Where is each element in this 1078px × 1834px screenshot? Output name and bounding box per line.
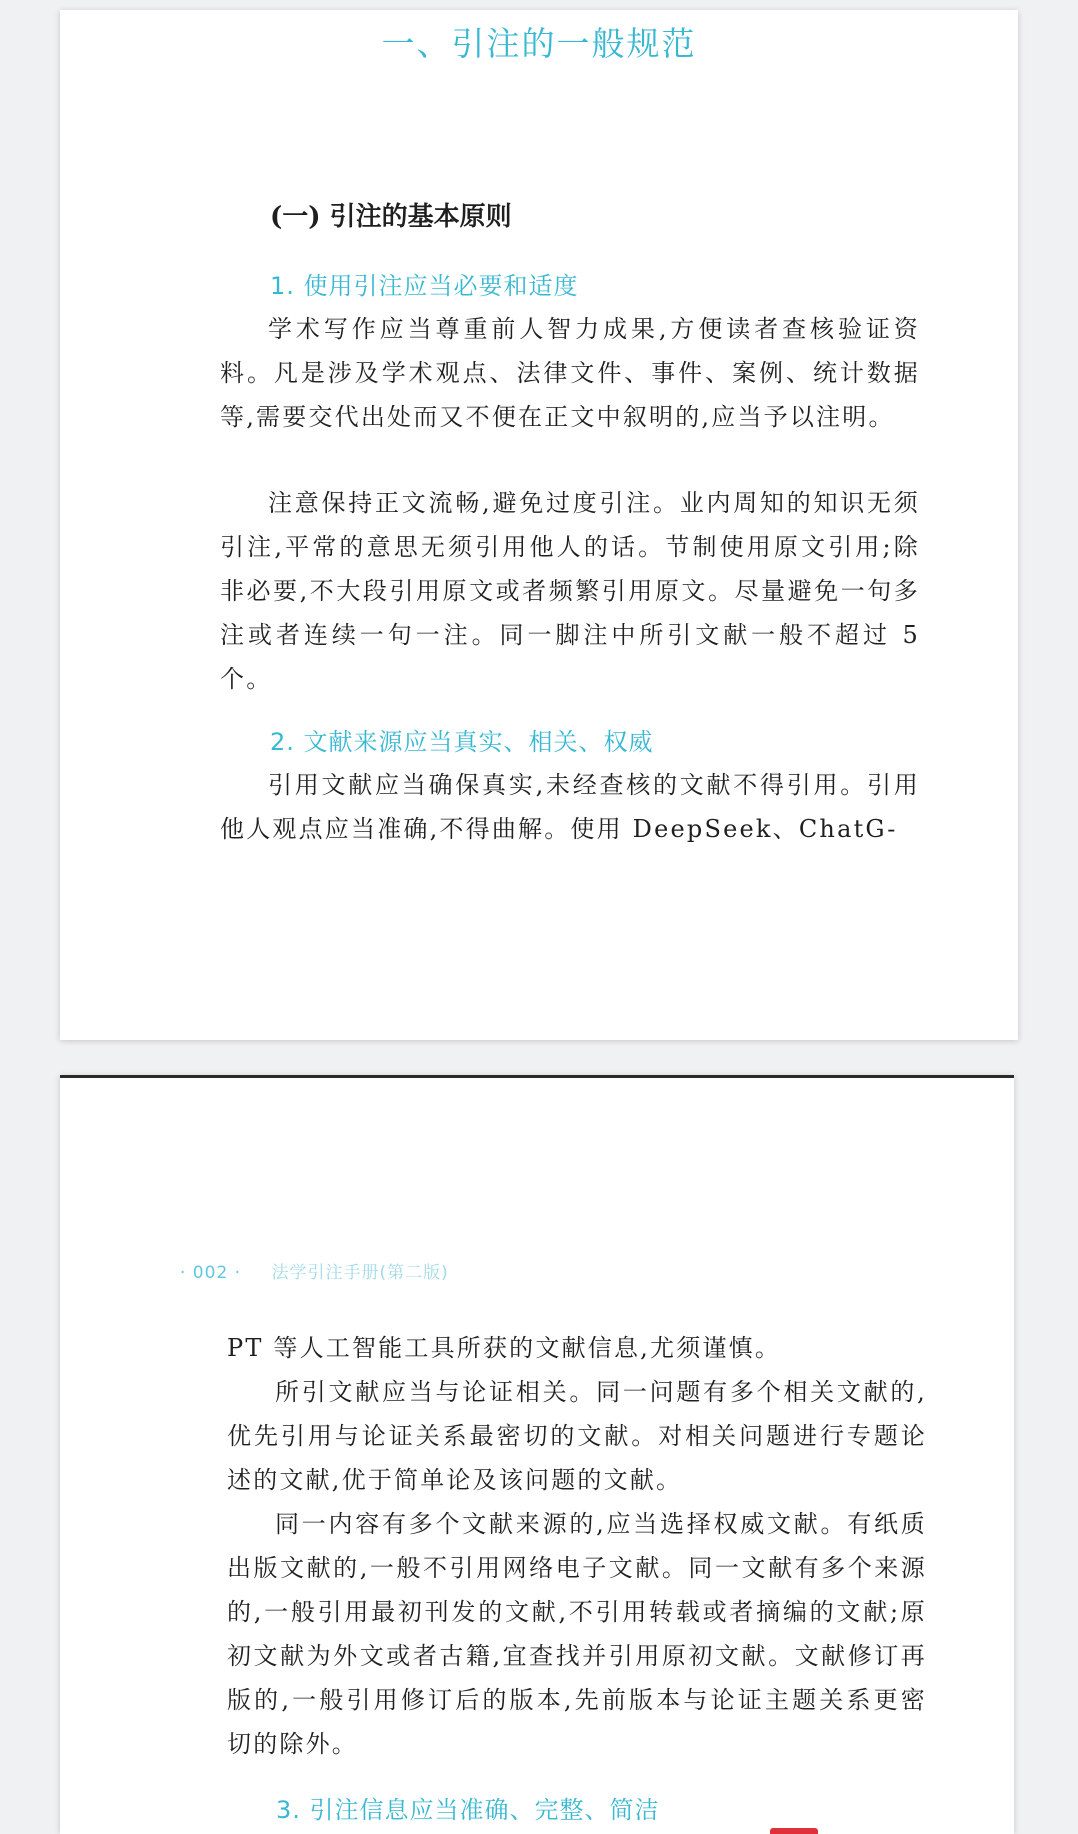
paragraph: 学术写作应当尊重前人智力成果,方便读者查核验证资料。凡是涉及学术观点、法律文件、事件、案例、统计数据等,需要交代出处而又不便在正文中叙明的,应当予以注明。 xyxy=(220,315,920,431)
red-tab-marker xyxy=(770,1828,818,1834)
paragraph: PT 等人工智能工具所获的文献信息,尤须谨慎。 xyxy=(227,1334,782,1362)
paragraph: 引用文献应当确保真实,未经查核的文献不得引用。引用他人观点应当准确,不得曲解。使用 DeepSeek、ChatG- xyxy=(220,771,920,843)
page-number: · 002 · xyxy=(180,1263,242,1283)
paragraph: 所引文献应当与论证相关。同一问题有多个相关文献的,优先引用与论证关系最密切的文献。对相关问题进行专题论述的文献,优于简单论及该问题的文献。 xyxy=(227,1378,927,1494)
section-title: (一) 引注的基本原则 xyxy=(270,202,512,232)
chapter-title: 一、引注的一般规范 xyxy=(381,24,697,63)
page-one xyxy=(60,10,1018,1040)
subsection-heading-3: 3. 引注信息应当准确、完整、简洁 xyxy=(276,1796,660,1824)
subsection-heading-1: 1. 使用引注应当必要和适度 xyxy=(270,272,579,300)
page-two xyxy=(60,1075,1014,1834)
subsection-heading-2: 2. 文献来源应当真实、相关、权威 xyxy=(270,728,654,756)
book-title: 法学引注手册(第二版) xyxy=(271,1263,449,1283)
paragraph: 同一内容有多个文献来源的,应当选择权威文献。有纸质出版文献的,一般不引用网络电子文献。同一文献有多个来源的,一般引用最初刊发的文献,不引用转载或者摘编的文献;原初文献为外文或者古籍,宜查找并引用原初文献。文献修订再版的,一般引用修订后的版本,先前版本与论证主题关系更密切的除外。 xyxy=(227,1510,927,1758)
running-head xyxy=(180,1258,449,1283)
paragraph: 注意保持正文流畅,避免过度引注。业内周知的知识无须引注,平常的意思无须引用他人的话。节制使用原文引用;除非必要,不大段引用原文或者频繁引用原文。尽量避免一句多注或者连续一句一注。同一脚注中所引文献一般不超过 5 个。 xyxy=(220,489,920,693)
